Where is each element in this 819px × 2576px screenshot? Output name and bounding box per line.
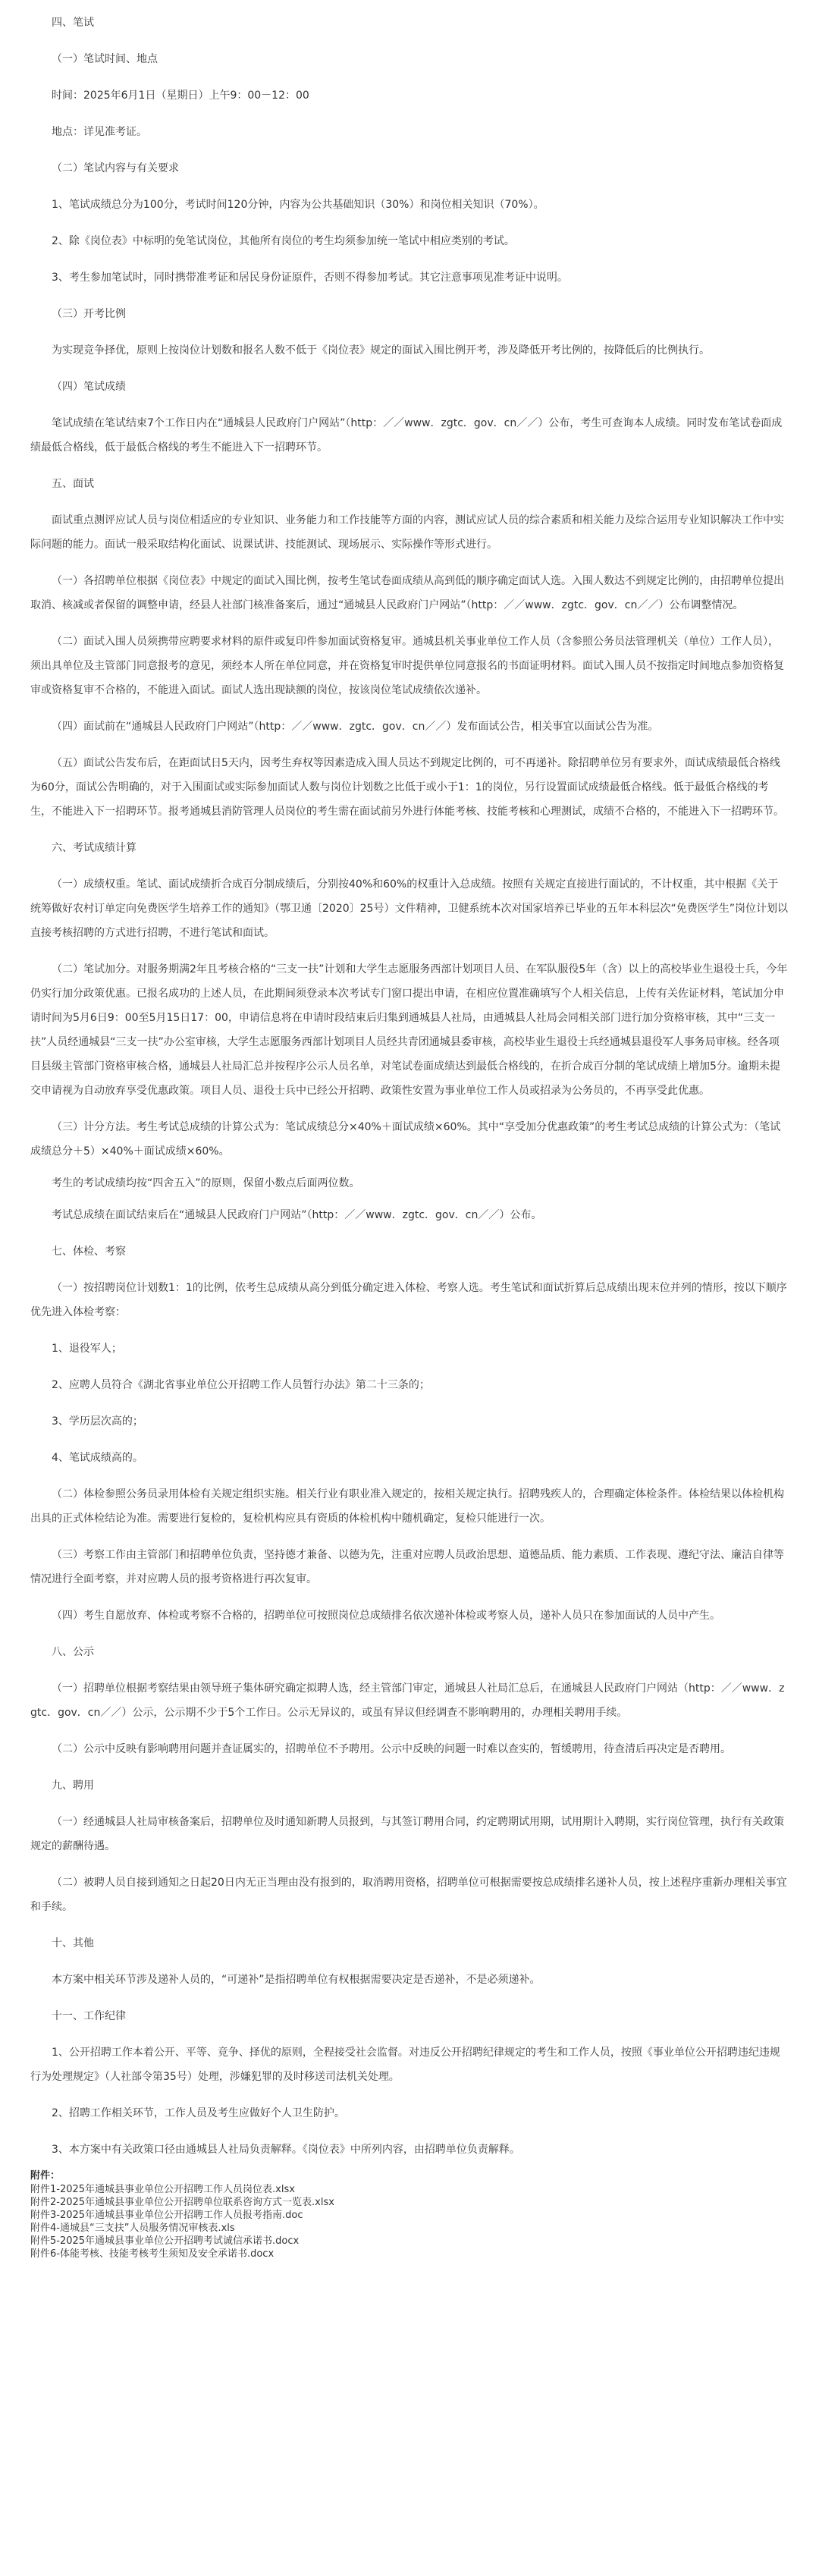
paragraph: 考试总成绩在面试结束后在“通城县人民政府门户网站”（http：／／www．zgtc．gov．cn／／）公布。 [52,1209,542,1221]
paragraph: 1、笔试成绩总分为100分，考试时间120分钟，内容为公共基础知识（30%）和岗位相关知识（70%）。 [52,199,544,211]
paragraph: 十一、工作纪律 [52,2010,126,2022]
paragraph: 地点：详见准考证。 [52,126,147,138]
paragraph: 八、公示 [52,1646,94,1658]
attachment-link-4[interactable]: 附件4-通城县“三支扶”人员服务情况审核表.xls [30,2223,235,2234]
attachment-link-2[interactable]: 附件2-2025年通城县事业单位公开招聘单位联系咨询方式一览表.xlsx [30,2197,334,2208]
paragraph: （四）笔试成绩 [52,381,126,393]
paragraph: 七、体检、考察 [52,1246,126,1258]
attachment-link-6[interactable]: 附件6-体能考核、技能考核考生须知及安全承诺书.docx [30,2248,275,2260]
paragraph: （一）按招聘岗位计划数1：1的比例，依考生总成绩从高分到低分确定进入体检、考察人选。考生笔试和面试折算后总成绩出现末位并列的情形，按以下顺序优先进入体检考察： [30,1282,787,1318]
attachments-title: 附件： [30,2170,61,2182]
paragraph: 3、考生参加笔试时，同时携带准考证和居民身份证原件，否则不得参加考试。其它注意事项见准考证中说明。 [52,272,568,284]
paragraph: 3、本方案中有关政策口径由通城县人社局负责解释。《岗位表》中所列内容，由招聘单位负责解释。 [52,2144,520,2156]
paragraph: 考生的考试成绩均按“四舍五入”的原则，保留小数点后面两位数。 [52,1177,360,1189]
paragraph: （三）考察工作由主管部门和招聘单位负责，坚持德才兼备、以德为先，注重对应聘人员政治思想、道德品质、能力素质、工作表现、遵纪守法、廉洁自律等情况进行全面考察，并对应聘人员的报考资格进行再次复审。 [30,1549,784,1585]
paragraph: （一）招聘单位根据考察结果由领导班子集体研究确定拟聘人选，经主管部门审定，通城县人社局汇总后，在通城县人民政府门户网站（http：／／www．zgtc．gov．cn／／）公示，公示期不少于5个工作日。公示无异议的，或虽有异议但经调查不影响聘用的，办理相关聘用手续。 [30,1682,785,1719]
paragraph: 时间：2025年6月1日（星期日）上午9：00－12：00 [52,90,309,102]
paragraph: （二）笔试内容与有关要求 [52,162,179,174]
paragraph: （五）面试公告发布后，在距面试日5天内，因考生弃权等因素造成入围人员达不到规定比例的，可不再递补。除招聘单位另有要求外，面试成绩最低合格线为60分，面试公告明确的，对于入围面试或实际参加面试人数与岗位计划数之比低于或小于1：1的岗位，另行设置面试成绩最低合格线。低于最低合格线的考生，不能进入下一招聘环节。报考通城县消防管理人员岗位的考生需在面试前另外进行体能考核、技能考核和心理测试，成绩不合格的，不能进入下一招聘环节。 [30,757,784,818]
paragraph: （二）被聘人员自接到通知之日起20日内无正当理由没有报到的，取消聘用资格，招聘单位可根据需要按总成绩排名递补人员，按上述程序重新办理相关事宜和手续。 [30,1877,787,1913]
paragraph: （二）公示中反映有影响聘用问题并查证属实的，招聘单位不予聘用。公示中反映的问题一时难以查实的，暂缓聘用，待查清后再决定是否聘用。 [52,1743,731,1755]
paragraph: （二）面试入围人员须携带应聘要求材料的原件或复印件参加面试资格复审。通城县机关事业单位工作人员（含参照公务员法管理机关（单位）工作人员），须出具单位及主管部门同意报考的意见，须经本人所在单位同意，并在资格复审时提供单位同意报名的书面证明材料。面试入围人员不按指定时间地点参加资格复审或资格复审不合格的，不能进入面试。面试人选出现缺额的岗位，按该岗位笔试成绩依次递补。 [30,636,784,696]
attachment-link-1[interactable]: 附件1-2025年通城县事业单位公开招聘工作人员岗位表.xlsx [30,2184,295,2195]
paragraph: （一）各招聘单位根据《岗位表》中规定的面试入围比例，按考生笔试卷面成绩从高到低的顺序确定面试人选。入围人数达不到规定比例的，由招聘单位提出取消、核减或者保留的调整申请，经县人社部门核准备案后，通过“通城县人民政府门户网站”（http：／／www．zgtc．gov．cn／／）公布调整情况。 [30,575,784,611]
article-body [30,11,789,2162]
attachments-list [30,2183,789,2260]
paragraph: （二）笔试加分。对服务期满2年且考核合格的“三支一扶”计划和大学生志愿服务西部计划项目人员、在军队服役5年（含）以上的高校毕业生退役士兵，今年仍实行加分政策优惠。已报名成功的上述人员，在此期间须登录本次考试专门窗口提出申请，在相应位置准确填写个人相关信息，上传有关佐证材料，笔试加分申请时间为5月6日9：00至5月15日17：00，申请信息将在申请时段结束后归集到通城县人社局，由通城县人社局会同相关部门进行加分资格审核，其中“三支一扶”人员经通城县“三支一扶”办公室审核，大学生志愿服务西部计划项目人员经共青团通城县委审核，高校毕业生退役士兵经通城县退役军人事务局审核。经各项目县级主管部门资格审核合格，通城县人社局汇总并按程序公示人员名单，对笔试卷面成绩达到最低合格线的，在折合成百分制的笔试成绩上增加5分。逾期未提交申请视为自动放弃享受优惠政策。项目人员、退役士兵中已经公开招聘、政策性安置为事业单位工作人员或招录为公务员的，不再享受此优惠。 [30,963,788,1097]
paragraph: 3、学历层次高的； [52,1415,143,1428]
paragraph: （一）经通城县人社局审核备案后，招聘单位及时通知新聘人员报到，与其签订聘用合同，约定聘期试用期，试用期计入聘期，实行岗位管理，执行有关政策规定的薪酬待遇。 [30,1816,784,1852]
paragraph: 四、笔试 [52,17,94,29]
attachments-section [30,2169,789,2260]
paragraph: （四）面试前在“通城县人民政府门户网站”（http：／／www．zgtc．gov．cn／／）发布面试公告，相关事宜以面试公告为准。 [52,721,659,733]
paragraph: 4、笔试成绩高的。 [52,1452,143,1464]
paragraph: 面试重点测评应试人员与岗位相适应的专业知识、业务能力和工作技能等方面的内容，测试应试人员的综合素质和相关能力及综合运用专业知识解决工作中实际问题的能力。面试一般采取结构化面试、说课试讲、技能测试、现场展示、实际操作等形式进行。 [30,514,784,551]
paragraph: 九、聘用 [52,1780,94,1792]
paragraph: 为实现竞争择优，原则上按岗位计划数和报名人数不低于《岗位表》规定的面试入围比例开考，涉及降低开考比例的，按降低后的比例执行。 [52,344,710,357]
paragraph: 本方案中相关环节涉及递补人员的，“可递补”是指招聘单位有权根据需要决定是否递补，不是必须递补。 [52,1974,541,1986]
paragraph: （三）计分方法。考生考试总成绩的计算公式为：笔试成绩总分×40%＋面试成绩×60%。其中“享受加分优惠政策”的考生考试总成绩的计算公式为：（笔试成绩总分＋5）×40%＋面试成绩×60%。 [30,1121,781,1158]
paragraph: 2、应聘人员符合《湖北省事业单位公开招聘工作人员暂行办法》第二十三条的； [52,1379,430,1391]
paragraph: （三）开考比例 [52,308,126,320]
paragraph: （一）笔试时间、地点 [52,53,158,65]
paragraph: （一）成绩权重。笔试、面试成绩折合成百分制成绩后，分别按40%和60%的权重计入总成绩。按照有关规定直接进行面试的，不计权重，其中根据《关于统筹做好农村订单定向免费医学生培养工作的通知》（鄂卫通〔2020〕25号）文件精神，卫健系统本次对国家培养已毕业的五年本科层次“免费医学生”岗位计划以直接考核招聘的方式进行招聘，不进行笔试和面试。 [30,878,788,939]
paragraph: 六、考试成绩计算 [52,842,136,854]
paragraph: 1、公开招聘工作本着公开、平等、竞争、择优的原则，全程接受社会监督。对违反公开招聘纪律规定的考生和工作人员，按照《事业单位公开招聘违纪违规行为处理规定》（人社部令第35号）处理，涉嫌犯罪的及时移送司法机关处理。 [30,2047,780,2083]
paragraph: 1、退役军人； [52,1343,122,1355]
attachment-link-3[interactable]: 附件3-2025年通城县事业单位公开招聘工作人员报考指南.doc [30,2210,303,2221]
paragraph: （二）体检参照公务员录用体检有关规定组织实施。相关行业有职业准入规定的，按相关规定执行。招聘残疾人的，合理确定体检条件。体检结果以体检机构出具的正式体检结论为准。需要进行复检的，复检机构应具有资质的体检机构中随机确定，复检只能进行一次。 [30,1488,784,1525]
paragraph: 五、面试 [52,478,94,490]
paragraph: 2、除《岗位表》中标明的免笔试岗位，其他所有岗位的考生均须参加统一笔试中相应类别的考试。 [52,235,515,247]
paragraph: 笔试成绩在笔试结束7个工作日内在“通城县人民政府门户网站”（http：／／www．zgtc．gov．cn／／）公布，考生可查询本人成绩。同时发布笔试卷面成绩最低合格线，低于最低合格线的考生不能进入下一招聘环节。 [30,417,783,454]
attachment-link-5[interactable]: 附件5-2025年通城县事业单位公开招聘考试诚信承诺书.docx [30,2235,300,2247]
paragraph: （四）考生自愿放弃、体检或考察不合格的，招聘单位可按照岗位总成绩排名依次递补体检或考察人员，递补人员只在参加面试的人员中产生。 [52,1610,720,1622]
paragraph: 十、其他 [52,1937,94,1949]
paragraph: 2、招聘工作相关环节，工作人员及考生应做好个人卫生防护。 [52,2107,345,2119]
